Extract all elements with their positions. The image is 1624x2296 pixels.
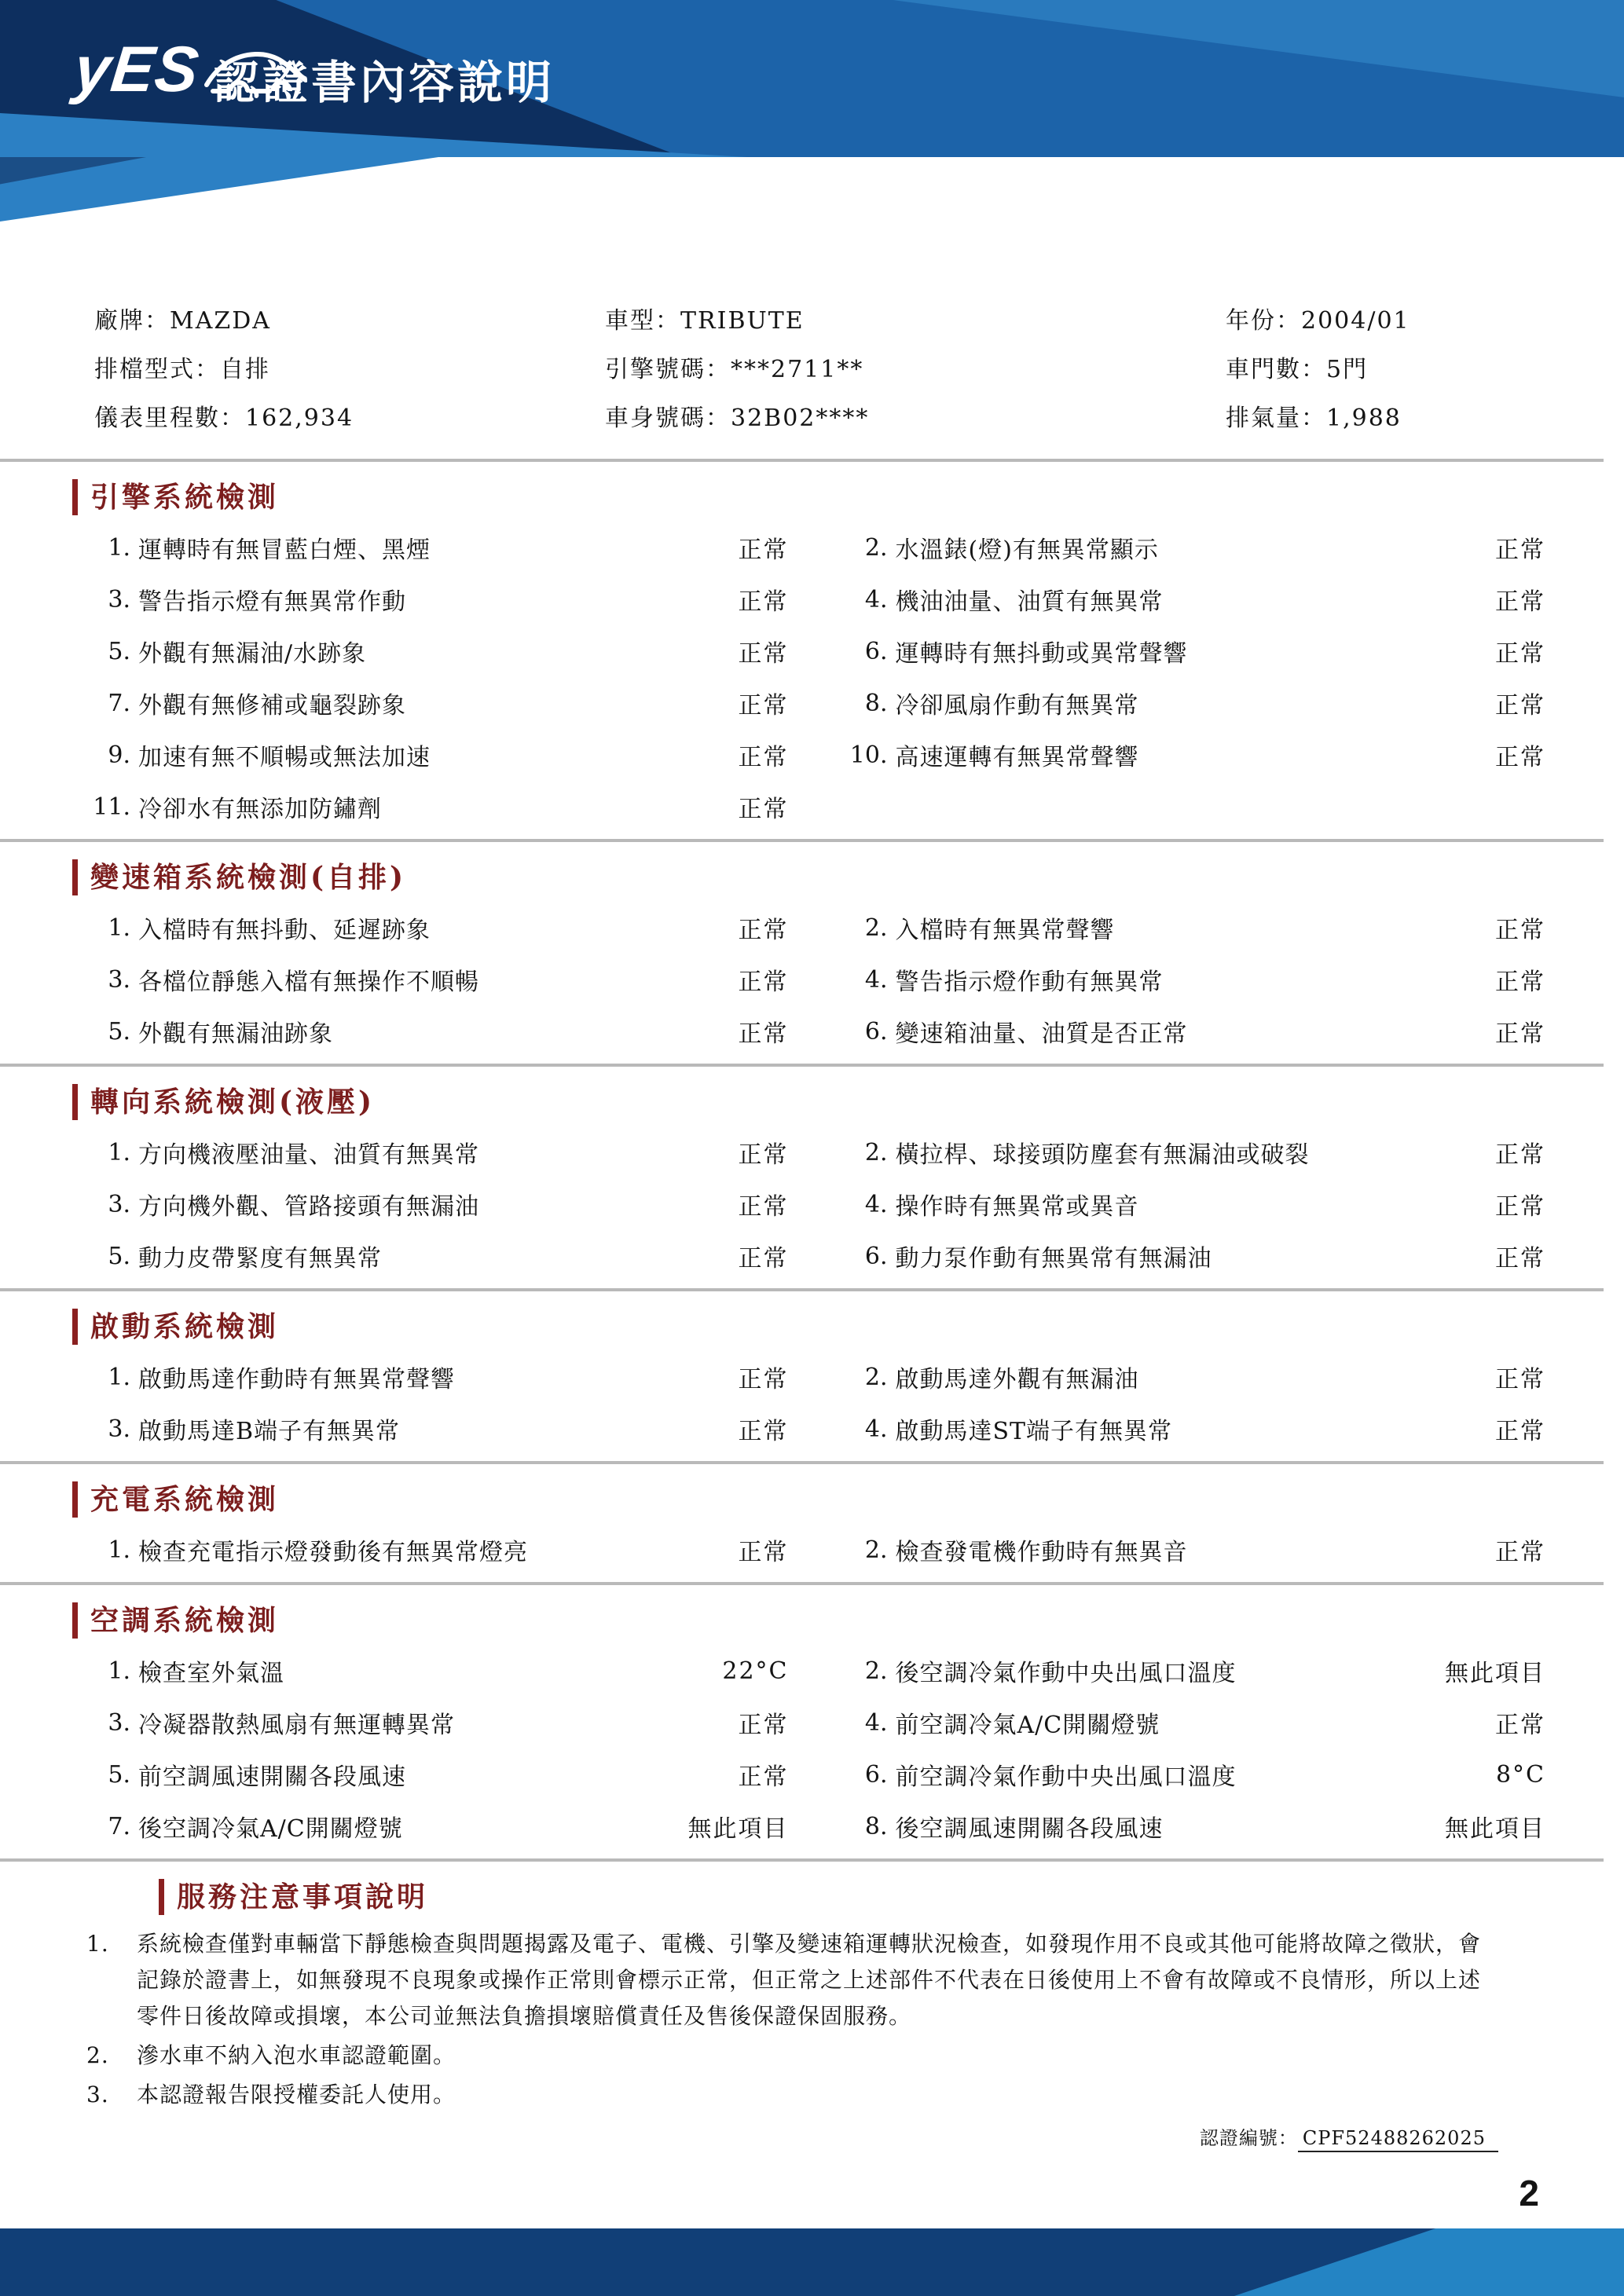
item-label: 操作時有無異常或異音 (895, 1193, 1139, 1221)
section-items (0, 895, 1624, 1064)
check-item (844, 573, 1546, 625)
item-result: 正常 (738, 588, 789, 616)
item-number: 1. (108, 1657, 130, 1685)
vehicle-field-label: 車門數： (1226, 356, 1326, 383)
item-label: 橫拉桿、球接頭防塵套有無漏油或破裂 (895, 1141, 1310, 1169)
check-item (86, 1524, 789, 1576)
item-result: 正常 (738, 640, 789, 668)
item-result: 正常 (1495, 1141, 1545, 1169)
check-sections (0, 459, 1624, 1858)
item-number: 4. (864, 965, 888, 994)
vehicle-field-value: TRIBUTE (680, 307, 805, 335)
item-result: 正常 (1495, 917, 1545, 944)
item-label: 前空調冷氣A/C開關燈號 (895, 1712, 1160, 1739)
item-result: 正常 (738, 1245, 789, 1273)
item-result: 正常 (738, 969, 789, 996)
check-item (844, 954, 1546, 1005)
check-item (844, 1645, 1546, 1697)
page-number: 2 (1519, 2173, 1539, 2214)
vehicle-field (605, 394, 1226, 443)
item-number: 6. (864, 1017, 888, 1045)
check-item (86, 1697, 789, 1749)
item-result: 正常 (1495, 1712, 1545, 1739)
vehicle-field-value: 32B02**** (731, 405, 870, 432)
item-label: 後空調風速開關各段風速 (895, 1815, 1164, 1843)
service-notes (0, 1862, 1624, 2150)
item-number: 7. (108, 1812, 130, 1840)
item-number: 6. (864, 1760, 888, 1789)
item-result: 正常 (738, 1539, 789, 1566)
item-number: 1. (108, 1536, 130, 1564)
item-number: 3. (108, 1190, 130, 1218)
item-number: 5. (108, 1017, 130, 1045)
item-result: 正常 (738, 1020, 789, 1048)
note-item (86, 2038, 1498, 2074)
check-item (844, 1749, 1546, 1800)
vehicle-field-value: 1,988 (1326, 405, 1402, 432)
item-number: 2. (864, 1138, 888, 1166)
section-items (0, 1518, 1624, 1582)
section-items (0, 515, 1624, 839)
item-label: 外觀有無漏油跡象 (138, 1020, 333, 1048)
yes-logo-text: yES (71, 34, 203, 105)
item-result: 正常 (1495, 640, 1545, 668)
item-result: 正常 (1495, 1539, 1545, 1566)
cert-label: 認證編號： (1199, 2127, 1298, 2149)
header-wedge (0, 157, 1624, 222)
item-result: 正常 (738, 744, 789, 771)
section-title: 充電系統檢測 (72, 1481, 279, 1518)
item-result: 正常 (1495, 536, 1545, 564)
item-number: 5. (108, 1242, 130, 1270)
section-title: 變速箱系統檢測(自排) (72, 859, 406, 895)
item-label: 檢查充電指示燈發動後有無異常燈亮 (138, 1539, 528, 1566)
check-item (86, 625, 789, 677)
item-label: 後空調冷氣A/C開關燈號 (138, 1815, 403, 1843)
check-item (86, 1178, 789, 1230)
check-item (844, 1005, 1546, 1057)
item-result: 正常 (1495, 1366, 1545, 1393)
item-result: 正常 (1495, 744, 1545, 771)
vehicle-field (605, 297, 1226, 346)
item-label: 外觀有無修補或龜裂跡象 (138, 692, 406, 720)
item-label: 運轉時有無冒藍白煙、黑煙 (138, 536, 431, 564)
item-label: 動力泵作動有無異常有無漏油 (895, 1245, 1212, 1273)
check-section-0 (0, 462, 1624, 839)
section-title: 引擎系統檢測 (72, 479, 279, 515)
item-number: 8. (864, 1812, 888, 1840)
item-label: 啟動馬達ST端子有無異常 (895, 1418, 1173, 1445)
item-number: 11. (93, 793, 130, 821)
check-item (844, 1230, 1546, 1282)
vehicle-field (94, 394, 605, 443)
vehicle-field-value: 自排 (220, 356, 270, 383)
note-text: 滲水車不納入泡水車認證範圍。 (137, 2042, 456, 2068)
item-label: 前空調風速開關各段風速 (138, 1763, 406, 1791)
item-number: 2. (864, 1363, 888, 1391)
item-number: 3. (108, 1708, 130, 1737)
check-item (86, 1230, 789, 1282)
item-result: 正常 (738, 1366, 789, 1393)
item-result: 正常 (1495, 588, 1545, 616)
check-item (844, 1351, 1546, 1403)
item-label: 冷凝器散熱風扇有無運轉異常 (138, 1712, 455, 1739)
item-result: 正常 (738, 1763, 789, 1791)
item-result: 正常 (738, 1141, 789, 1169)
item-number: 2. (864, 1536, 888, 1564)
check-item (86, 1403, 789, 1455)
check-item (86, 1749, 789, 1800)
vehicle-field-label: 儀表里程數： (94, 405, 245, 432)
vehicle-field-value: 162,934 (245, 405, 354, 432)
item-result: 正常 (1495, 969, 1545, 996)
item-label: 前空調冷氣作動中央出風口溫度 (895, 1763, 1237, 1791)
item-number: 1. (108, 533, 130, 562)
check-item (844, 625, 1546, 677)
item-label: 冷卻風扇作動有無異常 (895, 692, 1139, 720)
check-section-4 (0, 1464, 1624, 1582)
item-label: 冷卻水有無添加防鏽劑 (138, 796, 382, 823)
item-result: 正常 (738, 917, 789, 944)
check-item (844, 902, 1546, 954)
item-number: 8. (864, 689, 888, 717)
item-number: 2. (864, 533, 888, 562)
vehicle-field (1226, 394, 1624, 443)
check-item (86, 902, 789, 954)
item-result: 正常 (1495, 1020, 1545, 1048)
vehicle-field-label: 排氣量： (1226, 405, 1326, 432)
check-item (844, 1800, 1546, 1852)
note-text: 本認證報告限授權委託人使用。 (137, 2082, 456, 2107)
vehicle-field (605, 346, 1226, 394)
check-item (86, 1005, 789, 1057)
item-number: 2. (864, 1657, 888, 1685)
item-label: 入檔時有無抖動、延遲跡象 (138, 917, 431, 944)
item-label: 加速有無不順暢或無法加速 (138, 744, 431, 771)
check-item (86, 1645, 789, 1697)
notes-title: 服務注意事項說明 (159, 1879, 428, 1915)
check-item (86, 954, 789, 1005)
check-item (844, 677, 1546, 729)
item-result: 正常 (1495, 692, 1545, 720)
cert-line (86, 2122, 1498, 2150)
item-label: 運轉時有無抖動或異常聲響 (895, 640, 1188, 668)
page-footer (0, 2228, 1624, 2296)
item-label: 檢查發電機作動時有無異音 (895, 1539, 1188, 1566)
section-items (0, 1639, 1624, 1858)
item-number: 10. (849, 741, 888, 769)
check-section-5 (0, 1585, 1624, 1858)
vehicle-field-value: 5門 (1326, 356, 1369, 383)
note-number: 3. (86, 2082, 109, 2107)
note-items (86, 1926, 1498, 2113)
vehicle-field-label: 車身號碼： (605, 405, 731, 432)
item-label: 啟動馬達作動時有無異常聲響 (138, 1366, 455, 1393)
item-label: 動力皮帶緊度有無異常 (138, 1245, 382, 1273)
cert-number: CPF52488262025 (1298, 2127, 1498, 2152)
check-item (844, 1697, 1546, 1749)
check-item (844, 1126, 1546, 1178)
item-label: 機油油量、油質有無異常 (895, 588, 1164, 616)
section-title: 轉向系統檢測(液壓) (72, 1084, 375, 1120)
item-label: 入檔時有無異常聲響 (895, 917, 1115, 944)
check-section-3 (0, 1291, 1624, 1461)
vehicle-field (1226, 297, 1624, 346)
check-item (844, 1403, 1546, 1455)
item-label: 外觀有無漏油/水跡象 (138, 640, 367, 668)
check-item (844, 1524, 1546, 1576)
note-number: 1. (86, 1931, 109, 1957)
item-label: 警告指示燈作動有無異常 (895, 969, 1164, 996)
item-label: 後空調冷氣作動中央出風口溫度 (895, 1660, 1237, 1687)
check-section-1 (0, 842, 1624, 1064)
item-result: 正常 (1495, 1418, 1545, 1445)
note-text: 系統檢查僅對車輛當下靜態檢查與問題揭露及電子、電機、引擎及變速箱運轉狀況檢查，如發現作用不良或其他可能將故障之徵狀，會記錄於證書上，如無發現不良現象或操作正常則會標示正常，但正常之上述部件不代表在日後使用上不會有故障或不良情形，所以上述零件日後故障或損壞，本公司並無法負擔損壞賠償責任及售後保證保固服務。 (137, 1931, 1482, 2029)
vehicle-info (0, 297, 1624, 443)
vehicle-field-label: 廠牌： (94, 307, 170, 335)
item-number: 5. (108, 1760, 130, 1789)
check-section-2 (0, 1067, 1624, 1288)
vehicle-field-value: 2004/01 (1301, 307, 1410, 335)
vehicle-field-label: 排檔型式： (94, 356, 220, 383)
item-label: 方向機外觀、管路接頭有無漏油 (138, 1193, 479, 1221)
item-result: 正常 (738, 1712, 789, 1739)
item-number: 4. (864, 1708, 888, 1737)
item-result: 正常 (738, 692, 789, 720)
check-item (86, 573, 789, 625)
item-result: 無此項目 (687, 1815, 789, 1843)
item-result: 正常 (1495, 1193, 1545, 1221)
item-number: 3. (108, 585, 130, 613)
item-label: 啟動馬達B端子有無異常 (138, 1418, 401, 1445)
vehicle-field (94, 346, 605, 394)
footer-diagonal-dark (0, 2228, 1624, 2296)
item-result: 正常 (738, 796, 789, 823)
page-header (0, 0, 1624, 157)
check-item (844, 729, 1546, 781)
item-number: 1. (108, 914, 130, 942)
item-number: 3. (108, 965, 130, 994)
item-number: 4. (864, 1415, 888, 1443)
item-result: 正常 (738, 1193, 789, 1221)
item-label: 高速運轉有無異常聲響 (895, 744, 1139, 771)
check-item (86, 1800, 789, 1852)
section-items (0, 1120, 1624, 1288)
header-wedge-light (0, 157, 1624, 222)
item-label: 變速箱油量、油質是否正常 (895, 1020, 1188, 1048)
vehicle-field-label: 年份： (1226, 307, 1301, 335)
section-items (0, 1345, 1624, 1461)
vehicle-field-label: 車型： (605, 307, 680, 335)
item-label: 水溫錶(燈)有無異常顯示 (895, 536, 1159, 564)
item-result: 22°C (722, 1657, 789, 1685)
note-item (86, 1926, 1498, 2034)
item-number: 3. (108, 1415, 130, 1443)
item-number: 4. (864, 1190, 888, 1218)
item-number: 5. (108, 637, 130, 665)
check-item (86, 1126, 789, 1178)
item-result: 無此項目 (1445, 1660, 1545, 1687)
item-number: 7. (108, 689, 130, 717)
item-result: 正常 (738, 536, 789, 564)
item-label: 方向機液壓油量、油質有無異常 (138, 1141, 479, 1169)
vehicle-field-value: ***2711** (731, 356, 864, 383)
item-label: 各檔位靜態入檔有無操作不順暢 (138, 969, 479, 996)
vehicle-field (1226, 346, 1624, 394)
check-item (86, 1351, 789, 1403)
check-item (86, 677, 789, 729)
item-result: 正常 (738, 1418, 789, 1445)
note-item (86, 2077, 1498, 2113)
section-title: 啟動系統檢測 (72, 1309, 279, 1345)
vehicle-field-label: 引擎號碼： (605, 356, 731, 383)
page-title: 認證書內容說明 (214, 57, 555, 108)
check-item (844, 522, 1546, 573)
item-number: 1. (108, 1363, 130, 1391)
item-number: 2. (864, 914, 888, 942)
vehicle-field-value: MAZDA (170, 307, 271, 335)
check-item (86, 522, 789, 573)
note-number: 2. (86, 2042, 109, 2068)
item-result: 無此項目 (1445, 1815, 1545, 1843)
vehicle-field (94, 297, 605, 346)
item-number: 6. (864, 1242, 888, 1270)
item-number: 6. (864, 637, 888, 665)
section-title: 空調系統檢測 (72, 1602, 279, 1639)
check-item (844, 1178, 1546, 1230)
item-result: 8°C (1495, 1760, 1545, 1789)
item-label: 警告指示燈有無異常作動 (138, 588, 406, 616)
item-number: 1. (108, 1138, 130, 1166)
check-item (86, 781, 789, 833)
item-label: 啟動馬達外觀有無漏油 (895, 1366, 1139, 1393)
check-item (86, 729, 789, 781)
item-result: 正常 (1495, 1245, 1545, 1273)
item-label: 檢查室外氣溫 (138, 1660, 284, 1687)
item-number: 9. (108, 741, 130, 769)
item-number: 4. (864, 585, 888, 613)
